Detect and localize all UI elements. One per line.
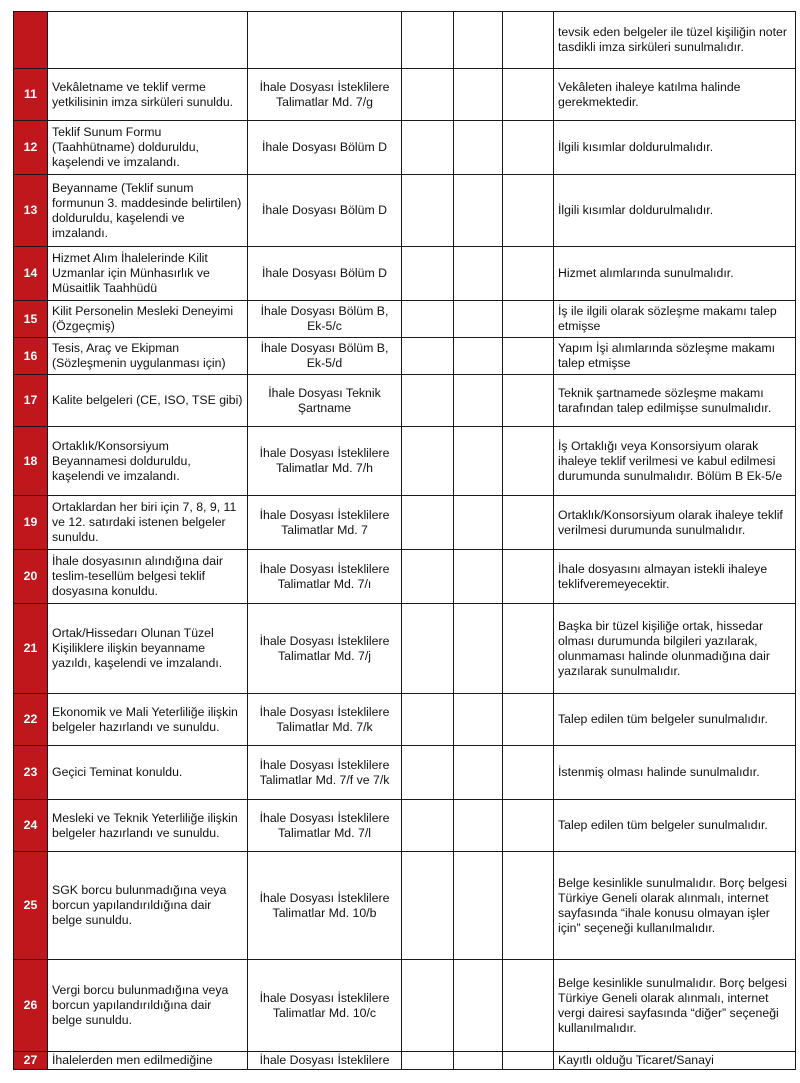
table-row xyxy=(14,694,796,746)
explanation-note: İlgili kısımlar doldurulmalıdır. xyxy=(554,175,796,247)
document-reference: İhale Dosyası İsteklilere Talimatlar Md. 7/h xyxy=(248,427,402,496)
document-reference: İhale Dosyası Bölüm B, Ek-5/d xyxy=(248,338,402,375)
check-cell xyxy=(402,338,454,375)
table-row xyxy=(14,1052,796,1070)
document-reference: İhale Dosyası Bölüm D xyxy=(248,247,402,301)
document-reference: İhale Dosyası Teknik Şartname xyxy=(248,375,402,427)
document-reference: İhale Dosyası İsteklilere Talimatlar Md. 10/b xyxy=(248,852,402,960)
table-row xyxy=(14,301,796,338)
check-cell xyxy=(402,69,454,121)
check-cell xyxy=(402,800,454,852)
check-cell xyxy=(454,852,503,960)
explanation-note: İstenmiş olması halinde sunulmalıdır. xyxy=(554,746,796,800)
check-cell xyxy=(503,121,554,175)
document-reference: İhale Dosyası Bölüm D xyxy=(248,121,402,175)
check-cell xyxy=(402,427,454,496)
check-cell xyxy=(503,338,554,375)
explanation-note: Belge kesinlikle sunulmalıdır. Borç belgesi Türkiye Geneli olarak alınmalı, internet sayfasında “ihale konusu olmayan işler için” seçeneği kullanılmalıdır. xyxy=(554,852,796,960)
table-row xyxy=(14,960,796,1052)
item-description: Kalite belgeleri (CE, ISO, TSE gibi) xyxy=(48,375,248,427)
item-description: Teklif Sunum Formu (Taahhütname) dolduruldu, kaşelendi ve imzalandı. xyxy=(48,121,248,175)
row-number: 11 xyxy=(14,69,48,121)
explanation-note: Hizmet alımlarında sunulmalıdır. xyxy=(554,247,796,301)
explanation-note: Talep edilen tüm belgeler sunulmalıdır. xyxy=(554,800,796,852)
check-cell xyxy=(503,550,554,604)
check-cell xyxy=(454,800,503,852)
row-number: 21 xyxy=(14,604,48,694)
check-cell xyxy=(503,247,554,301)
item-description: Ortak/Hissedarı Olunan Tüzel Kişiliklere ilişkin beyanname yazıldı, kaşelendi ve imzalandı. xyxy=(48,604,248,694)
row-number: 19 xyxy=(14,496,48,550)
row-number: 22 xyxy=(14,694,48,746)
row-number: 14 xyxy=(14,247,48,301)
item-description: Vergi borcu bulunmadığına veya borcun yapılandırıldığına dair belge sunuldu. xyxy=(48,960,248,1052)
item-description: Ortaklık/Konsorsiyum Beyannamesi dolduruldu, kaşelendi ve imzalandı. xyxy=(48,427,248,496)
row-number: 16 xyxy=(14,338,48,375)
table-row xyxy=(14,852,796,960)
check-cell xyxy=(454,746,503,800)
document-reference: İhale Dosyası İsteklilere Talimatlar Md. 7/l xyxy=(248,800,402,852)
check-cell xyxy=(402,852,454,960)
item-description: SGK borcu bulunmadığına veya borcun yapılandırıldığına dair belge sunuldu. xyxy=(48,852,248,960)
row-number: 15 xyxy=(14,301,48,338)
item-description: Kilit Personelin Mesleki Deneyimi (Özgeçmiş) xyxy=(48,301,248,338)
check-cell xyxy=(454,694,503,746)
item-description xyxy=(48,12,248,69)
explanation-note: Yapım İşi alımlarında sözleşme makamı talep etmişse xyxy=(554,338,796,375)
check-cell xyxy=(503,427,554,496)
check-cell xyxy=(402,301,454,338)
table-row xyxy=(14,175,796,247)
check-cell xyxy=(503,746,554,800)
check-cell xyxy=(503,604,554,694)
document-reference: İhale Dosyası İsteklilere Talimatlar Md. 7/ı xyxy=(248,550,402,604)
explanation-note: İhale dosyasını almayan istekli ihaleye teklifveremeyecektir. xyxy=(554,550,796,604)
explanation-note: Vekâleten ihaleye katılma halinde gerekmektedir. xyxy=(554,69,796,121)
document-reference: İhale Dosyası İsteklilere Talimatlar Md. 7 xyxy=(248,496,402,550)
check-cell xyxy=(503,800,554,852)
check-cell xyxy=(454,69,503,121)
item-description: Mesleki ve Teknik Yeterliliğe ilişkin belgeler hazırlandı ve sunuldu. xyxy=(48,800,248,852)
row-number: 23 xyxy=(14,746,48,800)
check-cell xyxy=(454,550,503,604)
explanation-note: Belge kesinlikle sunulmalıdır. Borç belgesi Türkiye Geneli olarak alınmalı, internet vergi dairesi sayfasında “diğer” seçeneği kullanılmalıdır. xyxy=(554,960,796,1052)
table-row xyxy=(14,247,796,301)
row-number xyxy=(14,12,48,69)
check-cell xyxy=(454,604,503,694)
check-cell xyxy=(454,496,503,550)
row-number: 13 xyxy=(14,175,48,247)
explanation-note: Başka bir tüzel kişiliğe ortak, hissedar olması durumunda bilgileri yazılarak, olunmaması halinde olunmadığına dair yazılarak sunulmalıdır. xyxy=(554,604,796,694)
row-number: 25 xyxy=(14,852,48,960)
check-cell xyxy=(402,121,454,175)
table-row xyxy=(14,338,796,375)
table-row xyxy=(14,800,796,852)
item-description: Ortaklardan her biri için 7, 8, 9, 11 ve 12. satırdaki istenen belgeler sunuldu. xyxy=(48,496,248,550)
row-number: 17 xyxy=(14,375,48,427)
explanation-note: tevsik eden belgeler ile tüzel kişiliğin noter tasdikli imza sirküleri sunulmalıdır. xyxy=(554,12,796,69)
check-cell xyxy=(503,496,554,550)
explanation-note: İş Ortaklığı veya Konsorsiyum olarak ihaleye teklif verilmesi ve kabul edilmesi durumunda sunulmalıdır. Bölüm B Ek-5/e xyxy=(554,427,796,496)
item-description: Ekonomik ve Mali Yeterliliğe ilişkin belgeler hazırlandı ve sunuldu. xyxy=(48,694,248,746)
item-description: Tesis, Araç ve Ekipman (Sözleşmenin uygulanması için) xyxy=(48,338,248,375)
check-cell xyxy=(454,121,503,175)
check-cell xyxy=(454,12,503,69)
table-row xyxy=(14,69,796,121)
check-cell xyxy=(454,301,503,338)
check-cell xyxy=(402,375,454,427)
document-reference: İhale Dosyası İsteklilere Talimatlar Md. 7/k xyxy=(248,694,402,746)
document-reference: İhale Dosyası İsteklilere Talimatlar Md. 7/j xyxy=(248,604,402,694)
row-number: 24 xyxy=(14,800,48,852)
item-description: Vekâletname ve teklif verme yetkilisinin imza sirküleri sunuldu. xyxy=(48,69,248,121)
item-description: İhale dosyasının alındığına dair teslim-tesellüm belgesi teklif dosyasına konuldu. xyxy=(48,550,248,604)
check-cell xyxy=(454,427,503,496)
explanation-note: Ortaklık/Konsorsiyum olarak ihaleye teklif verilmesi durumunda sunulmalıdır. xyxy=(554,496,796,550)
row-number: 18 xyxy=(14,427,48,496)
check-cell xyxy=(402,12,454,69)
row-number: 20 xyxy=(14,550,48,604)
check-cell xyxy=(503,852,554,960)
checklist-table xyxy=(13,11,796,1070)
document-reference: İhale Dosyası Bölüm D xyxy=(248,175,402,247)
explanation-note: İş ile ilgili olarak sözleşme makamı talep etmişse xyxy=(554,301,796,338)
row-number: 26 xyxy=(14,960,48,1052)
check-cell xyxy=(402,960,454,1052)
explanation-note: Kayıtlı olduğu Ticaret/Sanayi xyxy=(554,1052,796,1070)
check-cell xyxy=(402,604,454,694)
table-row xyxy=(14,550,796,604)
check-cell xyxy=(402,247,454,301)
document-reference: İhale Dosyası İsteklilere Talimatlar Md. 7/g xyxy=(248,69,402,121)
check-cell xyxy=(402,746,454,800)
table-row xyxy=(14,604,796,694)
check-cell xyxy=(402,175,454,247)
check-cell xyxy=(402,550,454,604)
explanation-note: Talep edilen tüm belgeler sunulmalıdır. xyxy=(554,694,796,746)
check-cell xyxy=(503,694,554,746)
item-description: İhalelerden men edilmediğine xyxy=(48,1052,248,1070)
check-cell xyxy=(454,338,503,375)
check-cell xyxy=(454,960,503,1052)
item-description: Hizmet Alım İhalelerinde Kilit Uzmanlar için Münhasırlık ve Müsaitlik Taahhüdü xyxy=(48,247,248,301)
document-reference xyxy=(248,12,402,69)
check-cell xyxy=(402,694,454,746)
document-reference: İhale Dosyası Bölüm B, Ek-5/c xyxy=(248,301,402,338)
check-cell xyxy=(454,175,503,247)
document-reference: İhale Dosyası İsteklilere xyxy=(248,1052,402,1070)
check-cell xyxy=(503,175,554,247)
item-description: Beyanname (Teklif sunum formunun 3. maddesinde belirtilen) dolduruldu, kaşelendi ve imzalandı. xyxy=(48,175,248,247)
table-row xyxy=(14,496,796,550)
item-description: Geçici Teminat konuldu. xyxy=(48,746,248,800)
row-number: 12 xyxy=(14,121,48,175)
check-cell xyxy=(503,301,554,338)
table-row xyxy=(14,427,796,496)
check-cell xyxy=(454,375,503,427)
check-cell xyxy=(503,12,554,69)
table-row xyxy=(14,746,796,800)
check-cell xyxy=(402,496,454,550)
check-cell xyxy=(402,1052,454,1070)
check-cell xyxy=(503,375,554,427)
document-reference: İhale Dosyası İsteklilere Talimatlar Md. 10/c xyxy=(248,960,402,1052)
check-cell xyxy=(454,1052,503,1070)
check-cell xyxy=(503,1052,554,1070)
table-row xyxy=(14,12,796,69)
check-cell xyxy=(503,960,554,1052)
document-reference: İhale Dosyası İsteklilere Talimatlar Md. 7/f ve 7/k xyxy=(248,746,402,800)
row-number: 27 xyxy=(14,1052,48,1070)
check-cell xyxy=(503,69,554,121)
table-row xyxy=(14,375,796,427)
explanation-note: İlgili kısımlar doldurulmalıdır. xyxy=(554,121,796,175)
explanation-note: Teknik şartnamede sözleşme makamı tarafından talep edilmişse sunulmalıdır. xyxy=(554,375,796,427)
table-row xyxy=(14,121,796,175)
check-cell xyxy=(454,247,503,301)
